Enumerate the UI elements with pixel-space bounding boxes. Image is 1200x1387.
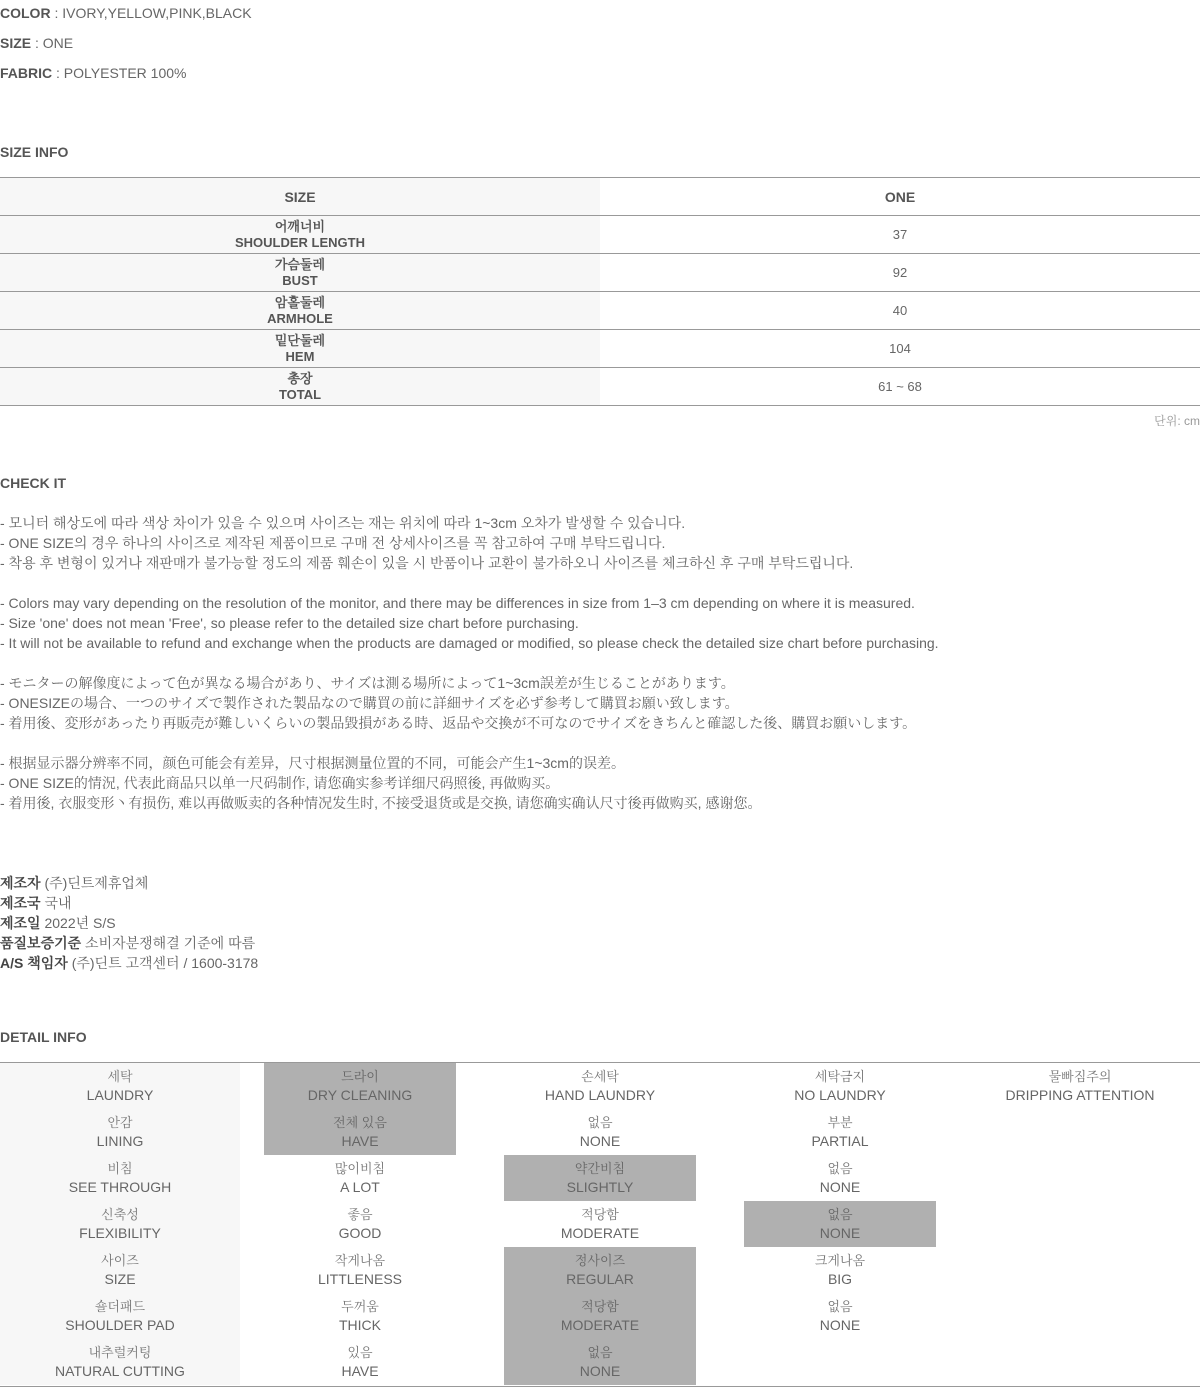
detail-option-ko: 손세탁 (581, 1069, 619, 1084)
detail-row-label (0, 1155, 240, 1201)
check-note: - Size 'one' does not mean 'Free', so please refer to the detailed size chart before purchasing. (0, 615, 579, 631)
detail-option-en: REGULAR (566, 1271, 634, 1287)
detail-label-ko: 신축성 (101, 1207, 139, 1222)
check-note: - ONE SIZE的情況, 代表此商品只以单一尺码制作, 请您确实参考详细尺码照後, 再做购买。 (0, 775, 560, 791)
detail-label-ko: 내추럴커팅 (88, 1345, 152, 1360)
detail-option-ko: 없음 (827, 1299, 853, 1314)
detail-option-ko: 없음 (587, 1345, 613, 1360)
detail-row (0, 1247, 1200, 1293)
detail-row (0, 1063, 1200, 1109)
check-it-title: CHECK IT (0, 475, 67, 491)
detail-option-ko: 적당함 (581, 1207, 619, 1222)
spec-value: ONE (42, 35, 74, 51)
maker-value: 소비자분쟁해결 기준에 따름 (85, 935, 256, 951)
spec-sep: : (31, 35, 43, 51)
spec-key: SIZE (0, 35, 32, 51)
maker-line (0, 953, 258, 973)
check-gap (0, 733, 1200, 753)
detail-row (0, 1155, 1200, 1201)
detail-option-en: MODERATE (560, 1225, 640, 1241)
detail-table (0, 1062, 1200, 1387)
detail-option (960, 1293, 1200, 1339)
detail-option-en: DRIPPING ATTENTION (1005, 1087, 1155, 1103)
size-row-label (0, 254, 600, 291)
size-label-en: BUST (282, 272, 318, 288)
detail-option-ko: 드라이 (341, 1069, 379, 1084)
spec-value: POLYESTER 100% (63, 65, 187, 81)
detail-option (240, 1155, 480, 1201)
detail-option-en: NONE (579, 1133, 621, 1149)
size-row-value: 104 (889, 341, 911, 356)
detail-option-ko: 없음 (827, 1207, 853, 1222)
detail-option (960, 1155, 1200, 1201)
detail-option-selected (504, 1339, 696, 1385)
detail-label-ko: 안감 (107, 1115, 133, 1130)
detail-option-en: NONE (819, 1317, 861, 1333)
detail-option-ko: 정사이즈 (574, 1253, 626, 1268)
detail-option-selected (264, 1063, 456, 1109)
detail-option-ko: 좋음 (347, 1207, 373, 1222)
detail-option-en: DRY CLEANING (307, 1087, 413, 1103)
check-note: - ONESIZEの場合、一つのサイズで製作された製品なので購買の前に詳細サイズを必ず参考して購買お願い致します。 (0, 695, 739, 711)
size-label-en: SHOULDER LENGTH (235, 234, 365, 250)
detail-label-en: SIZE (104, 1271, 136, 1287)
size-label-en: ARMHOLE (267, 310, 333, 326)
detail-option-en: NONE (819, 1179, 861, 1195)
detail-row-label (0, 1109, 240, 1155)
size-row-hem (0, 330, 1200, 368)
check-note: - モニターの解像度によって色が異なる場合があり、サイズは測る場所によって1~3cm誤差が生じることがあります。 (0, 675, 735, 691)
size-row-bust (0, 254, 1200, 292)
detail-option (240, 1247, 480, 1293)
detail-option (960, 1109, 1200, 1155)
detail-option-selected (504, 1155, 696, 1201)
size-label-en: HEM (285, 348, 315, 364)
detail-option (960, 1247, 1200, 1293)
maker-key: 품질보증기준 (0, 935, 82, 951)
spec-key: FABRIC (0, 65, 53, 81)
spec-color (0, 3, 252, 23)
detail-option (720, 1109, 960, 1155)
size-row-value: 37 (892, 227, 908, 242)
detail-option (960, 1063, 1200, 1109)
unit-note: 단위: cm (1154, 414, 1200, 428)
detail-option-en: HAVE (341, 1133, 379, 1149)
spec-fabric (0, 63, 186, 83)
detail-label-en: LAUNDRY (86, 1087, 154, 1103)
check-note: - ONE SIZE의 경우 하나의 사이즈로 제작된 제품이므로 구매 전 상세사이즈를 꼭 참고하여 구매 부탁드립니다. (0, 535, 666, 551)
detail-option (480, 1201, 720, 1247)
detail-option-ko: 물빠짐주의 (1048, 1069, 1112, 1084)
maker-value: 국내 (44, 895, 72, 911)
size-row-value: 61 ~ 68 (878, 379, 922, 394)
size-label-ko: 총장 (287, 370, 313, 386)
size-label-ko: 가슴둘레 (274, 256, 326, 272)
detail-row-label (0, 1293, 240, 1339)
detail-option-ko: 세탁금지 (814, 1069, 866, 1084)
check-it-notes (0, 513, 1200, 813)
maker-key: 제조일 (0, 915, 41, 931)
check-note: - 着用後、変形があったり再販売が難しいくらいの製品毀損がある時、返品や交換が不可なのでサイズをきちんと確認した後、購買お願いします。 (0, 715, 917, 731)
maker-key: 제조국 (0, 895, 41, 911)
detail-option-en: NONE (579, 1363, 621, 1379)
size-row-total (0, 368, 1200, 405)
detail-option-en: LITTLENESS (317, 1271, 403, 1287)
detail-option-ko: 두꺼움 (341, 1299, 379, 1314)
detail-option (240, 1293, 480, 1339)
maker-line (0, 913, 258, 933)
detail-label-en: LINING (96, 1133, 144, 1149)
size-row-label (0, 330, 600, 367)
detail-option (240, 1339, 480, 1385)
maker-value: (주)딘트 고객센터 / 1600-3178 (71, 955, 259, 971)
detail-row-label (0, 1339, 240, 1385)
detail-row (0, 1293, 1200, 1339)
detail-option-en: HAND LAUNDRY (544, 1087, 656, 1103)
size-table (0, 177, 1200, 406)
size-label-ko: 밑단둘레 (274, 332, 326, 348)
detail-option (720, 1155, 960, 1201)
detail-option-en: NONE (819, 1225, 861, 1241)
check-note: - 모니터 해상도에 따라 색상 차이가 있을 수 있으며 사이즈는 재는 위치에 따라 1~3cm 오차가 발생할 수 있습니다. (0, 515, 686, 531)
check-note: - 着用後, 衣服变形丶有损伤, 难以再做贩卖的各种情况发生时, 不接受退货或是交换, 请您确实确认尺寸後再做购买, 感谢您。 (0, 795, 762, 811)
size-row-label (0, 216, 600, 253)
detail-option (720, 1339, 960, 1385)
size-table-header (0, 178, 1200, 216)
detail-label-en: SEE THROUGH (68, 1179, 172, 1195)
maker-value: 2022년 S/S (44, 915, 116, 931)
size-info-title: SIZE INFO (0, 144, 69, 160)
check-note: - It will not be available to refund and exchange when the products are damaged or modified, so please check the detailed size chart before purchasing. (0, 635, 939, 651)
detail-option (240, 1201, 480, 1247)
detail-option-ko: 없음 (827, 1161, 853, 1176)
detail-label-en: NATURAL CUTTING (55, 1363, 185, 1379)
size-row-label (0, 368, 600, 405)
detail-row-label (0, 1247, 240, 1293)
size-row-value: 40 (892, 303, 908, 318)
size-label-en: TOTAL (278, 386, 322, 402)
detail-option-en: HAVE (341, 1363, 379, 1379)
detail-row-label (0, 1201, 240, 1247)
detail-label-ko: 비침 (107, 1161, 133, 1176)
maker-key: A/S 책임자 (0, 955, 68, 971)
check-gap (0, 573, 1200, 593)
spec-sep: : (52, 65, 64, 81)
maker-key: 제조자 (0, 875, 41, 891)
maker-line (0, 893, 258, 913)
spec-key: COLOR (0, 5, 51, 21)
check-note: - 根据显示器分辨率不同，颜色可能会有差异，尺寸根据测量位置的不同，可能会产生1~3cm的误差。 (0, 755, 625, 771)
spec-size (0, 33, 73, 53)
size-header-label: SIZE (0, 178, 600, 215)
size-row-armhole (0, 292, 1200, 330)
check-note: - 착용 후 변형이 있거나 재판매가 불가능할 정도의 제품 훼손이 있을 시 반품이나 교환이 불가하오니 사이즈를 체크하신 후 구매 부탁드립니다. (0, 555, 854, 571)
detail-option-ko: 많이비침 (334, 1161, 386, 1176)
maker-line (0, 873, 258, 893)
detail-option-ko: 부분 (827, 1115, 853, 1130)
detail-option-en: GOOD (338, 1225, 382, 1241)
detail-row (0, 1109, 1200, 1155)
detail-option (720, 1247, 960, 1293)
detail-row-label (0, 1063, 240, 1109)
maker-info (0, 873, 258, 973)
detail-option-selected (504, 1247, 696, 1293)
size-label-ko: 암홀둘레 (274, 294, 326, 310)
detail-label-en: SHOULDER PAD (65, 1317, 175, 1333)
detail-option (720, 1063, 960, 1109)
detail-option-ko: 적당함 (581, 1299, 619, 1314)
detail-option (960, 1339, 1200, 1385)
size-row-shoulder (0, 216, 1200, 254)
detail-option-en: SLIGHTLY (566, 1179, 634, 1195)
detail-option-selected (504, 1293, 696, 1339)
detail-option-ko: 크게나옴 (814, 1253, 866, 1268)
detail-option-en: PARTIAL (811, 1133, 869, 1149)
detail-option-en: A LOT (340, 1179, 380, 1195)
detail-option (720, 1293, 960, 1339)
detail-option-selected (264, 1109, 456, 1155)
detail-label-ko: 숄더패드 (94, 1299, 146, 1314)
detail-option-ko: 있음 (347, 1345, 373, 1360)
check-gap (0, 653, 1200, 673)
detail-label-ko: 세탁 (107, 1069, 133, 1084)
detail-row (0, 1339, 1200, 1385)
detail-option-en: NO LAUNDRY (794, 1087, 886, 1103)
maker-line (0, 933, 258, 953)
detail-option-en: BIG (827, 1271, 853, 1287)
spec-value: IVORY,YELLOW,PINK,BLACK (62, 5, 252, 21)
detail-option-ko: 작게나옴 (334, 1253, 386, 1268)
detail-option-ko: 전체 있음 (333, 1115, 387, 1130)
spec-sep: : (50, 5, 63, 21)
detail-option-ko: 없음 (587, 1115, 613, 1130)
size-label-ko: 어깨너비 (274, 218, 326, 234)
maker-value: (주)딘트제휴업체 (44, 875, 149, 891)
detail-option (480, 1063, 720, 1109)
detail-option-selected (744, 1201, 936, 1247)
detail-option (480, 1109, 720, 1155)
detail-option-en: MODERATE (560, 1317, 640, 1333)
detail-option-en: THICK (339, 1317, 381, 1333)
size-row-label (0, 292, 600, 329)
detail-label-ko: 사이즈 (101, 1253, 139, 1268)
detail-label-en: FLEXIBILITY (79, 1225, 161, 1241)
check-note: - Colors may vary depending on the resolution of the monitor, and there may be differences in size from 1–3 cm depending on where it is measured. (0, 595, 915, 611)
size-header-value: ONE (884, 188, 916, 205)
detail-row (0, 1201, 1200, 1247)
detail-info-title: DETAIL INFO (0, 1029, 87, 1045)
detail-option (960, 1201, 1200, 1247)
size-row-value: 92 (892, 265, 908, 280)
detail-option-ko: 약간비침 (574, 1161, 626, 1176)
